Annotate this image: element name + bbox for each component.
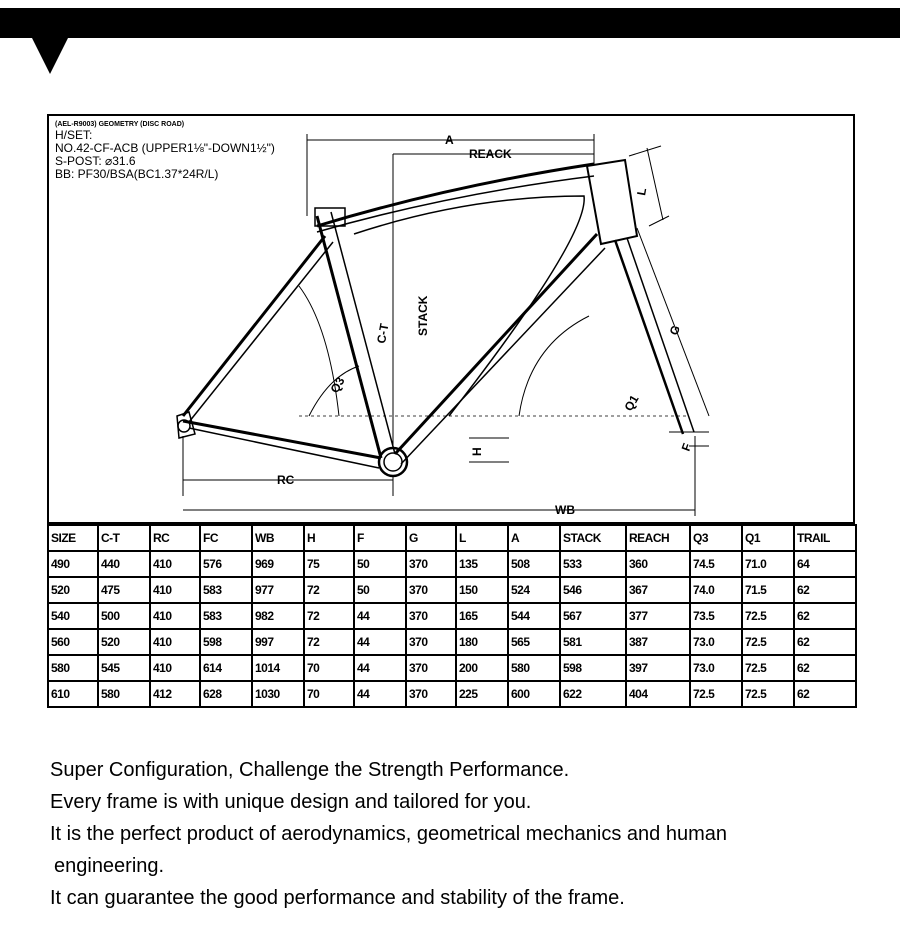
- column-header: TRAIL: [794, 525, 856, 551]
- column-header: STACK: [560, 525, 626, 551]
- table-cell: 560: [48, 629, 98, 655]
- description-line: Every frame is with unique design and tailored for you.: [50, 791, 532, 813]
- table-cell: 72: [304, 629, 354, 655]
- table-cell: 565: [508, 629, 560, 655]
- headset-label: H/SET:: [55, 128, 93, 142]
- table-cell: 70: [304, 681, 354, 707]
- table-row: [48, 577, 856, 603]
- description-line: engineering.: [54, 855, 165, 877]
- down-arrow-icon: [32, 38, 68, 74]
- table-cell: 410: [150, 603, 200, 629]
- table-cell: 545: [98, 655, 150, 681]
- table-cell: 440: [98, 551, 150, 577]
- table-cell: 540: [48, 603, 98, 629]
- table-cell: 370: [406, 655, 456, 681]
- table-cell: 70: [304, 655, 354, 681]
- table-cell: 72.5: [742, 681, 794, 707]
- geometry-table: [47, 524, 857, 708]
- table-cell: 72: [304, 603, 354, 629]
- table-cell: 73.0: [690, 655, 742, 681]
- table-cell: 410: [150, 551, 200, 577]
- dim-label-reach: REACK: [469, 147, 512, 161]
- dim-label-q3: Q3: [327, 374, 348, 396]
- table-cell: 225: [456, 681, 508, 707]
- dim-label-f: F: [678, 441, 695, 454]
- table-cell: 610: [48, 681, 98, 707]
- table-cell: 64: [794, 551, 856, 577]
- table-cell: 44: [354, 655, 406, 681]
- table-cell: 490: [48, 551, 98, 577]
- table-cell: 600: [508, 681, 560, 707]
- dim-label-rc: RC: [277, 473, 295, 487]
- table-cell: 50: [354, 551, 406, 577]
- table-cell: 165: [456, 603, 508, 629]
- table-cell: 62: [794, 629, 856, 655]
- table-cell: 62: [794, 681, 856, 707]
- column-header: Q3: [690, 525, 742, 551]
- table-cell: 62: [794, 655, 856, 681]
- table-cell: 580: [508, 655, 560, 681]
- bottom-bracket-spec: BB: PF30/BSA(BC1.37*24R/L): [55, 167, 219, 181]
- column-header: H: [304, 525, 354, 551]
- table-cell: 500: [98, 603, 150, 629]
- seatpost-spec: S-POST: ⌀31.6: [55, 154, 136, 168]
- table-cell: 412: [150, 681, 200, 707]
- column-header: WB: [252, 525, 304, 551]
- table-cell: 969: [252, 551, 304, 577]
- table-cell: 524: [508, 577, 560, 603]
- table-cell: 370: [406, 629, 456, 655]
- table-row: [48, 681, 856, 707]
- table-body: [48, 551, 856, 707]
- table-cell: 370: [406, 681, 456, 707]
- dim-label-g: G: [666, 323, 684, 338]
- table-cell: 580: [48, 655, 98, 681]
- table-header-row: [48, 525, 856, 551]
- table-cell: 614: [200, 655, 252, 681]
- dim-label-wb: WB: [555, 503, 575, 517]
- table-cell: 370: [406, 551, 456, 577]
- table-cell: 982: [252, 603, 304, 629]
- model-code: (AEL-R9003) GEOMETRY (DISC ROAD): [55, 121, 185, 128]
- table-cell: 72.5: [742, 629, 794, 655]
- dim-label-h: H: [470, 447, 484, 456]
- table-cell: 622: [560, 681, 626, 707]
- column-header: FC: [200, 525, 252, 551]
- table-cell: 135: [456, 551, 508, 577]
- description-line: It can guarantee the good performance and stability of the frame.: [50, 887, 625, 909]
- frame-specs: [55, 120, 275, 181]
- table-cell: 74.0: [690, 577, 742, 603]
- table-cell: 72.5: [742, 603, 794, 629]
- table-cell: 628: [200, 681, 252, 707]
- description: [50, 754, 870, 914]
- table-cell: 387: [626, 629, 690, 655]
- table-cell: 62: [794, 603, 856, 629]
- column-header: A: [508, 525, 560, 551]
- table-cell: 200: [456, 655, 508, 681]
- table-cell: 475: [98, 577, 150, 603]
- table-cell: 75: [304, 551, 354, 577]
- table-cell: 74.5: [690, 551, 742, 577]
- table-cell: 71.5: [742, 577, 794, 603]
- dim-label-l: L: [634, 186, 650, 197]
- dim-label-q1: Q1: [621, 392, 642, 414]
- table-cell: 370: [406, 603, 456, 629]
- table-cell: 410: [150, 629, 200, 655]
- column-header: REACH: [626, 525, 690, 551]
- table-cell: 580: [98, 681, 150, 707]
- table-cell: 367: [626, 577, 690, 603]
- table-cell: 72.5: [742, 655, 794, 681]
- dim-label-stack: STACK: [416, 295, 430, 336]
- table-cell: 180: [456, 629, 508, 655]
- table-cell: 508: [508, 551, 560, 577]
- column-header: F: [354, 525, 406, 551]
- table-cell: 73.0: [690, 629, 742, 655]
- table-cell: 581: [560, 629, 626, 655]
- headset-value: NO.42-CF-ACB (UPPER1⅛"-DOWN1½"): [55, 141, 275, 155]
- table-cell: 360: [626, 551, 690, 577]
- table-cell: 410: [150, 577, 200, 603]
- table-row: [48, 655, 856, 681]
- table-cell: 44: [354, 603, 406, 629]
- table-cell: 44: [354, 681, 406, 707]
- table-cell: 598: [200, 629, 252, 655]
- table-cell: 533: [560, 551, 626, 577]
- table-cell: 583: [200, 603, 252, 629]
- table-cell: 404: [626, 681, 690, 707]
- table-cell: 72: [304, 577, 354, 603]
- table-cell: 410: [150, 655, 200, 681]
- table-cell: 546: [560, 577, 626, 603]
- table-cell: 72.5: [690, 681, 742, 707]
- column-header: RC: [150, 525, 200, 551]
- description-line: It is the perfect product of aerodynamics, geometrical mechanics and human: [50, 823, 728, 845]
- table-cell: 1014: [252, 655, 304, 681]
- geometry-diagram: [47, 114, 855, 524]
- column-header: L: [456, 525, 508, 551]
- table-cell: 71.0: [742, 551, 794, 577]
- table-cell: 73.5: [690, 603, 742, 629]
- table-row: [48, 603, 856, 629]
- table-cell: 1030: [252, 681, 304, 707]
- table-cell: 576: [200, 551, 252, 577]
- table-cell: 544: [508, 603, 560, 629]
- header-bar: [0, 8, 900, 38]
- table-cell: 567: [560, 603, 626, 629]
- table-cell: 377: [626, 603, 690, 629]
- table-cell: 977: [252, 577, 304, 603]
- column-header: C-T: [98, 525, 150, 551]
- table-cell: 397: [626, 655, 690, 681]
- table-cell: 583: [200, 577, 252, 603]
- column-header: Q1: [742, 525, 794, 551]
- table-cell: 62: [794, 577, 856, 603]
- description-line: Super Configuration, Challenge the Strength Performance.: [50, 759, 570, 781]
- column-header: G: [406, 525, 456, 551]
- dim-label-ct: C-T: [374, 322, 392, 345]
- table-cell: 520: [98, 629, 150, 655]
- table-cell: 370: [406, 577, 456, 603]
- table-cell: 150: [456, 577, 508, 603]
- dim-label-a: A: [445, 133, 454, 147]
- table-row: [48, 551, 856, 577]
- table-cell: 44: [354, 629, 406, 655]
- table-cell: 598: [560, 655, 626, 681]
- table-cell: 520: [48, 577, 98, 603]
- column-header: SIZE: [48, 525, 98, 551]
- table-row: [48, 629, 856, 655]
- table-cell: 50: [354, 577, 406, 603]
- table-cell: 997: [252, 629, 304, 655]
